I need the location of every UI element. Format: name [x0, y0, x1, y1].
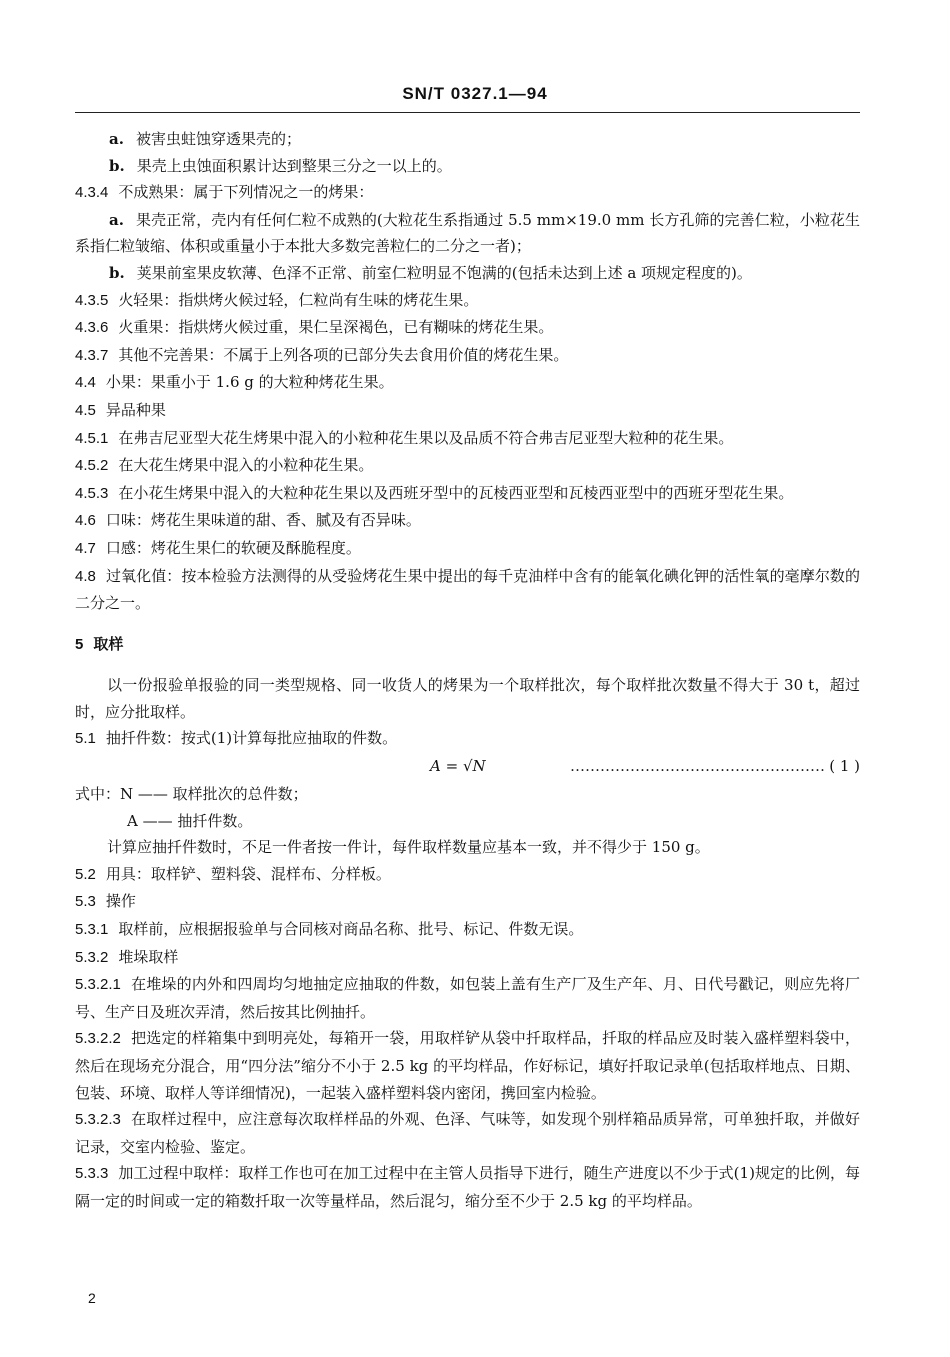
formula-rhs: √N: [462, 757, 486, 776]
clause-text: 口感：烤花生果仁的软硬及酥脆程度。: [105, 538, 361, 557]
clause-text: 其他不完善果：不属于上列各项的已部分失去食用价值的烤花生果。: [118, 345, 569, 364]
numbered-clause: [75, 535, 860, 563]
numbered-clause: [75, 452, 860, 480]
formula-1: [75, 753, 860, 781]
section-5-heading: [75, 631, 860, 659]
list-item-text: 荚果前室果皮软薄、色泽不正常、前室仁粒明显不饱满的(包括未达到上述 a 项规定程度的)。: [136, 263, 752, 282]
clause-text: 口味：烤花生果味道的甜、香、腻及有否异味。: [105, 511, 421, 530]
formula-leader-dots: ……………………………………………: [570, 757, 825, 776]
clause-list: [75, 126, 860, 617]
page-number: 2: [88, 1290, 96, 1306]
clause-number: 5.3.1: [75, 921, 109, 939]
clause-text: 火重果：指烘烤火候过重，果仁呈深褐色，已有糊味的烤花生果。: [118, 318, 554, 337]
clause-number: 4.3.4: [75, 184, 109, 202]
clause-number: 4.3.5: [75, 291, 109, 309]
clause-number: 5.2: [75, 865, 96, 883]
numbered-clause: [75, 861, 860, 889]
list-item-label: b.: [109, 156, 125, 175]
section-5-clauses: [75, 861, 860, 1215]
clause-number: 5.3.3: [75, 1165, 109, 1183]
numbered-clause: [75, 1160, 860, 1214]
list-item: [75, 153, 860, 180]
numbered-clause: [75, 507, 860, 535]
numbered-clause: [75, 342, 860, 370]
clause-number: 4.8: [75, 567, 96, 585]
numbered-clause: [75, 916, 860, 944]
formula-where-2: A —— 抽扦件数。: [127, 811, 253, 830]
numbered-clause: [75, 425, 860, 453]
list-item: [75, 260, 860, 287]
calc-note: 计算应抽扦件数时，不足一件者按一件计，每件取样数量应基本一致，并不得少于 150 g。: [107, 838, 710, 857]
clause-number: 5.3.2.3: [75, 1111, 121, 1129]
section-gap: [75, 617, 860, 631]
list-item-label: a.: [109, 210, 124, 229]
clause-text: 在堆垛的内外和四周均匀地抽定应抽取的件数，如包装上盖有生产厂及生产年、月、日代号戳记，则应先将厂号、生产日及班次弄清，然后按其比例抽扦。: [75, 975, 860, 1021]
list-item-text: 果壳正常，壳内有任何仁粒不成熟的(大粒花生系指通过 5.5 mm×19.0 mm 长方孔筛的完善仁粒，小粒花生系指仁粒皱缩、体积或重量小于本批大多数完善粒仁的二分之一者)；: [75, 210, 860, 256]
standard-code: SN/T 0327.1—94: [402, 84, 548, 103]
numbered-clause: [75, 287, 860, 315]
clause-text: 取样前，应根据报验单与合同核对商品名称、批号、标记、件数无误。: [118, 920, 584, 939]
numbered-clause: [75, 369, 860, 397]
clause-number: 5.3: [75, 893, 96, 911]
list-item-label: b.: [109, 263, 125, 282]
clause-text: 在大花生烤果中混入的小粒种花生果。: [118, 456, 374, 475]
clause-number: 4.3.6: [75, 319, 109, 337]
clause-text: 在小花生烤果中混入的大粒种花生果以及西班牙型中的瓦棱西亚型和瓦棱西亚型中的西班牙型花生果。: [118, 483, 794, 502]
numbered-clause: [75, 944, 860, 972]
formula-expression: [430, 753, 486, 780]
clause-number: 4.7: [75, 539, 96, 557]
list-item: [75, 126, 860, 153]
clause-number: 4.3.7: [75, 346, 109, 364]
clause-text: 堆垛取样: [118, 947, 179, 966]
clause-5-1-number: 5.1: [75, 730, 96, 748]
document-body: [75, 126, 860, 1215]
numbered-clause: [75, 480, 860, 508]
numbered-clause: [75, 397, 860, 425]
clause-text: 在取样过程中，应注意每次取样样品的外观、色泽、气味等，如发现个别样箱品质异常，可单独扦取，并做好记录，交室内检验、鉴定。: [75, 1110, 860, 1156]
clause-number: 4.5.2: [75, 457, 109, 475]
clause-number: 4.4: [75, 374, 96, 392]
section-5-title: 取样: [93, 634, 124, 653]
formula-where-1: 式中：N —— 取样批次的总件数；: [75, 785, 308, 804]
heading-gap: [75, 658, 860, 672]
numbered-clause: [75, 314, 860, 342]
numbered-clause: [75, 971, 860, 1025]
clause-5-1-text: 抽扦件数：按式(1)计算每批应抽取的件数。: [105, 729, 398, 748]
section-5-intro: 以一份报验单报验的同一类型规格、同一收货人的烤果为一个取样批次，每个取样批次数量不得大于 30 t，超过时，应分批取样。: [75, 676, 860, 721]
clause-text: 用具：取样铲、塑料袋、混样布、分样板。: [105, 864, 391, 883]
list-item-label: a.: [109, 130, 124, 148]
numbered-clause: [75, 1025, 860, 1106]
formula-equals: =: [445, 757, 459, 776]
clause-text: 在弗吉尼亚型大花生烤果中混入的小粒种花生果以及品质不符合弗吉尼亚型大粒种的花生果。: [118, 428, 734, 447]
clause-number: 4.6: [75, 512, 96, 530]
numbered-clause: [75, 888, 860, 916]
clause-text: 过氧化值：按本检验方法测得的从受验烤花生果中提出的每千克油样中含有的能氧化碘化钾的活性氧的毫摩尔数的二分之一。: [75, 566, 860, 613]
clause-text: 火轻果：指烘烤火候过轻，仁粒尚有生味的烤花生果。: [118, 290, 479, 309]
clause-5-1: [75, 725, 860, 753]
clause-number: 5.3.2.1: [75, 976, 121, 994]
clause-number: 4.5.1: [75, 429, 109, 447]
clause-text: 小果：果重小于 1.6 g 的大粒种烤花生果。: [105, 373, 394, 392]
numbered-clause: [75, 1106, 860, 1160]
formula-number: ( 1 ): [829, 757, 860, 776]
clause-number: 5.3.2: [75, 948, 109, 966]
list-item-text: 果壳上虫蚀面积累计达到整果三分之一以上的。: [136, 156, 452, 175]
clause-number: 4.5.3: [75, 484, 109, 502]
clause-text: 操作: [105, 892, 136, 911]
section-5-number: 5: [75, 635, 84, 653]
list-item-text: 被害虫蛀蚀穿透果壳的；: [135, 130, 301, 148]
clause-text: 把选定的样箱集中到明亮处，每箱开一袋，用取样铲从袋中扦取样品，扦取的样品应及时装入盛样塑料袋中，然后在现场充分混合，用“四分法”缩分不小于 2.5 kg 的平均样品，作好标记，填好扦取记录单(包括取样地点、日期、包装、环境、取样人等详细情况)，一起装入盛样塑料袋内密闭，携回室内检验。: [75, 1029, 860, 1102]
clause-text: 加工过程中取样：取样工作也可在加工过程中在主管人员指导下进行，随生产进度以不少于式(1)规定的比例，每隔一定的时间或一定的箱数扦取一次等量样品，然后混匀，缩分至不少于 2.5 kg 的平均样品。: [75, 1164, 860, 1210]
clause-text: 不成熟果：属于下列情况之一的烤果：: [118, 183, 374, 202]
clause-number: 5.3.2.2: [75, 1030, 121, 1048]
clause-number: 4.5: [75, 401, 96, 419]
clause-text: 异品种果: [105, 400, 166, 419]
numbered-clause: [75, 179, 860, 207]
formula-lhs: A: [430, 757, 441, 776]
header-divider: [75, 112, 860, 113]
list-item: [75, 207, 860, 260]
numbered-clause: [75, 563, 860, 617]
